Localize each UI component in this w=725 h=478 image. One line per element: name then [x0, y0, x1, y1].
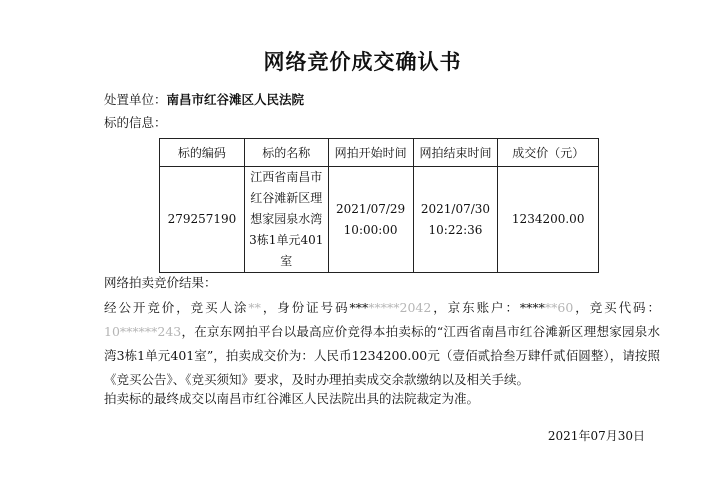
result-text-1: 经公开竞价，竞买人涂	[104, 300, 249, 315]
end-date: 2021/07/30	[420, 201, 491, 216]
document-title: 网络竞价成交确认书	[263, 50, 462, 74]
header-end-time: 网拍结束时间	[413, 139, 498, 167]
id-number-prefix: ***	[349, 300, 369, 315]
header-price: 成交价（元）	[498, 139, 599, 167]
disposal-unit-label: 处置单位：	[104, 92, 167, 107]
end-time-cell	[413, 167, 498, 273]
end-time: 10:22:36	[428, 222, 483, 237]
header-lot-name: 标的名称	[244, 139, 328, 167]
table-header-row	[160, 139, 599, 167]
disposal-unit-line	[104, 90, 304, 108]
start-time: 10:00:00	[343, 222, 398, 237]
lot-table	[159, 138, 599, 273]
document-date: 2021年07月30日	[547, 429, 645, 443]
start-date: 2021/07/29	[336, 201, 406, 216]
masked-bidder-code: 10******243	[104, 324, 182, 339]
lot-info-label: 标的信息：	[104, 115, 167, 130]
header-start-time: 网拍开始时间	[328, 139, 413, 167]
account-prefix: ****	[519, 300, 545, 315]
start-time-cell	[328, 167, 413, 273]
final-price: 1234200.00	[498, 167, 599, 273]
lot-code: 279257190	[160, 167, 245, 273]
masked-buyer-name: **	[248, 300, 261, 315]
result-text-5: ，在京东网拍平台以最高应价竞得本拍卖标的“江西省南昌市红谷滩新区理想家园泉水湾3栋1单元401室”，拍卖成交价为：人民币1234200.00元（壹佰贰拾叁万肆仟贰佰圆整），请按照《竞买公告》、《竞买须知》要求，及时办理拍卖成交余款缴纳以及相关手续。	[104, 324, 660, 387]
result-title: 网络拍卖竞价结果：	[104, 275, 217, 290]
header-lot-code: 标的编码	[160, 139, 245, 167]
table-row	[160, 167, 599, 273]
final-note: 拍卖标的最终成交以南昌市红谷滩区人民法院出具的法院裁定为准。	[104, 391, 480, 406]
masked-account: **60	[544, 300, 574, 315]
disposal-unit-name: 南昌市红谷滩区人民法院	[166, 92, 305, 107]
lot-name: 江西省南昌市红谷滩新区理想家园泉水湾3栋1单元401室	[244, 167, 328, 273]
masked-id-number: *****2042	[368, 300, 432, 315]
result-text-3: ，京东账户：	[431, 300, 520, 315]
result-body	[104, 296, 660, 392]
result-text-4: ，竞买代码：	[573, 300, 660, 315]
result-text-2: ，身份证号码	[260, 300, 350, 315]
